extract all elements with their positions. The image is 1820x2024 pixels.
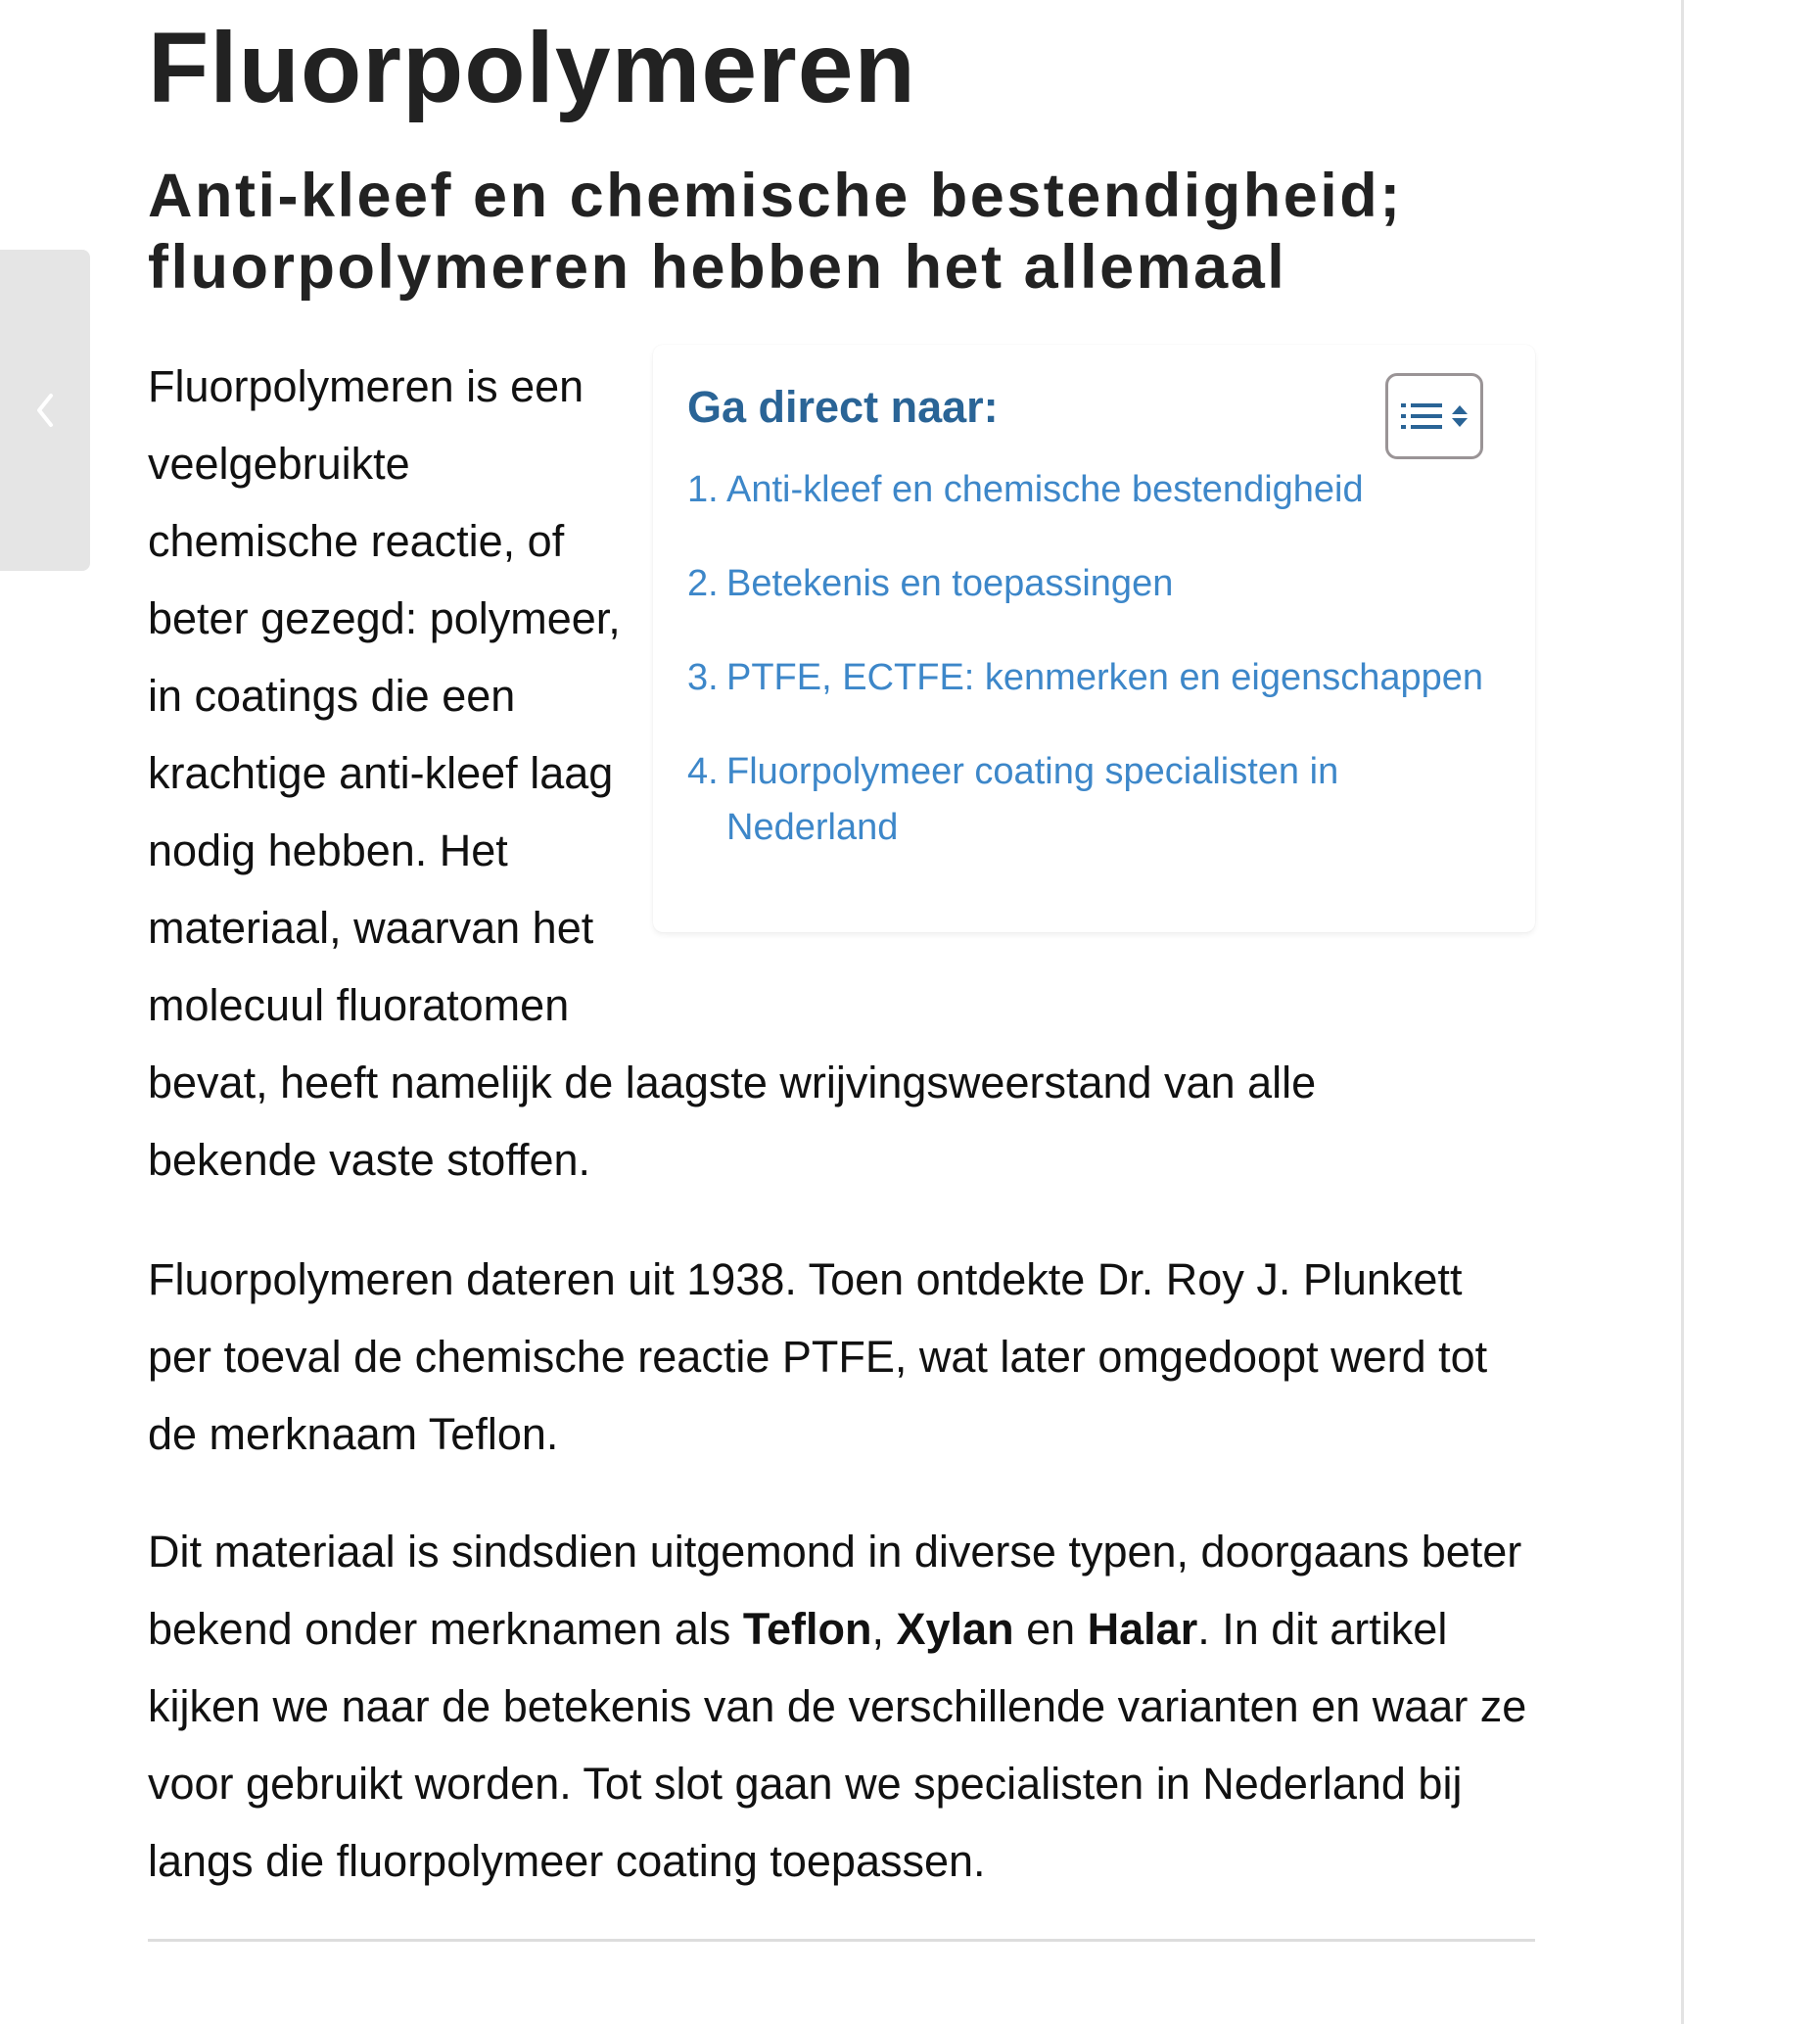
toc-label[interactable]: Betekenis en toepassingen	[726, 563, 1174, 604]
separator: ,	[871, 1604, 897, 1654]
toc-number: 1.	[687, 469, 719, 510]
table-of-contents	[653, 345, 1535, 932]
toc-title: Ga direct naar:	[687, 382, 999, 432]
toc-link[interactable]	[687, 744, 1490, 856]
list-icon	[1401, 402, 1442, 430]
toc-label[interactable]: PTFE, ECTFE: kenmerken en eigenschappen	[726, 657, 1484, 698]
page-title: Fluorpolymeren	[148, 12, 916, 123]
paragraph-line: chemische reactie, of	[148, 516, 565, 566]
toc-label[interactable]: Fluorpolymeer coating specialisten in Nederland	[726, 751, 1339, 848]
separator: en	[1013, 1604, 1088, 1654]
paragraph-line: Fluorpolymeren is een	[148, 361, 584, 411]
paragraph-line: veelgebruikte	[148, 439, 410, 489]
paragraph-text: Fluorpolymeren dateren uit 1938. Toen ontdekte Dr. Roy J. Plunkett per toeval de chemische reactie PTFE, wat later omgedoopt werd tot de merknaam Teflon.	[148, 1254, 1488, 1459]
paragraph-text: Dit materiaal is sindsdien uitgemond in diverse typen, doorgaans beter bekend onder merknamen als	[148, 1527, 1522, 1654]
toc-list	[687, 462, 1490, 894]
previous-post-tab[interactable]	[0, 250, 90, 571]
toc-number: 4.	[687, 751, 719, 792]
variants-paragraph	[148, 1513, 1535, 1900]
toc-label[interactable]: Anti-kleef en chemische bestendigheid	[726, 469, 1364, 510]
paragraph-line: in coatings die een	[148, 671, 516, 721]
history-paragraph	[148, 1241, 1535, 1473]
paragraph-line: beter gezegd: polymeer,	[148, 593, 621, 643]
brand-xylan: Xylan	[896, 1604, 1014, 1654]
paragraph-line: materiaal, waarvan het	[148, 903, 594, 953]
toc-number: 2.	[687, 563, 719, 604]
sort-arrows-icon	[1452, 405, 1468, 427]
content-divider	[148, 1939, 1535, 1942]
brand-halar: Halar	[1087, 1604, 1198, 1654]
toc-link[interactable]	[687, 462, 1490, 518]
paragraph-line: nodig hebben. Het	[148, 825, 508, 875]
paragraph-line: bevat, heeft namelijk de laagste wrijvingsweerstand van alle	[148, 1058, 1317, 1107]
paragraph-line: bekende vaste stoffen.	[148, 1135, 590, 1185]
paragraph-line: molecuul fluoratomen	[148, 980, 570, 1030]
chevron-left-icon	[35, 393, 55, 428]
brand-teflon: Teflon	[742, 1604, 872, 1654]
paragraph-line: krachtige anti-kleef laag	[148, 748, 614, 798]
toc-link[interactable]	[687, 556, 1490, 612]
page-edge-divider	[1681, 0, 1684, 2024]
section-heading: Anti-kleef en chemische bestendigheid; fluorpolymeren hebben het allemaal	[148, 162, 1403, 302]
toc-number: 3.	[687, 657, 719, 698]
toc-link[interactable]	[687, 650, 1490, 706]
toc-toggle-button[interactable]	[1385, 373, 1483, 459]
paragraph-text: . In dit artikel kijken we naar de betekenis van de verschillende varianten en waar ze voor gebruikt worden. Tot slot gaan we specialisten in Nederland bij langs die fluorpolymeer coating toepassen.	[148, 1604, 1527, 1886]
